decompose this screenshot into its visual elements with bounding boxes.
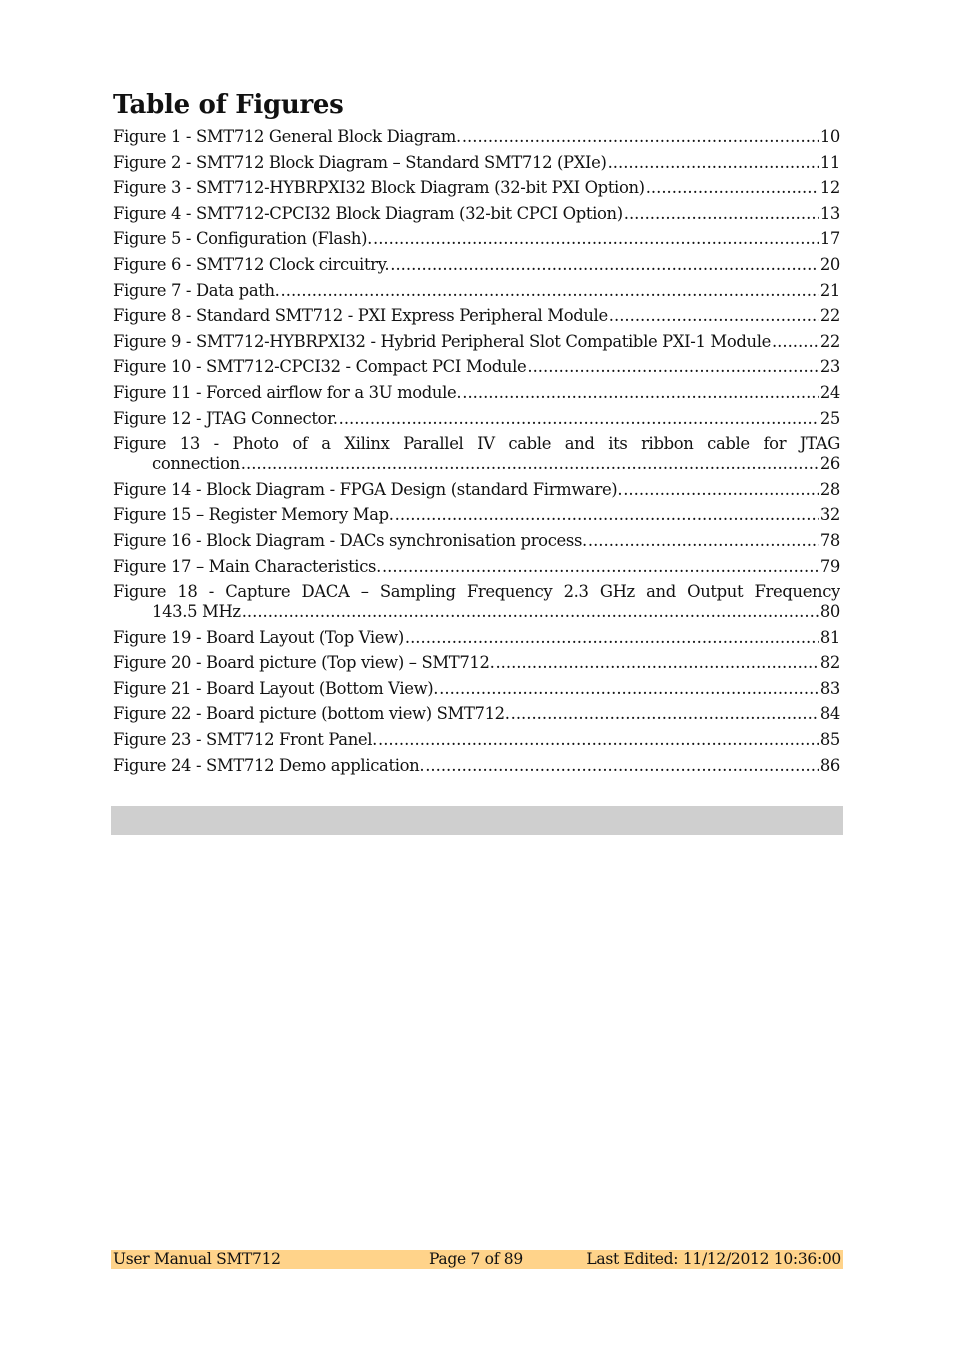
dot-leader (624, 201, 819, 227)
toc-entry[interactable] (113, 303, 840, 329)
toc-entry-label-continued: connection (152, 454, 240, 474)
toc-entry-label: Figure 5 - Configuration (Flash). (113, 229, 372, 249)
toc-entry-label: Figure 17 – Main Characteristics. (113, 556, 381, 576)
dot-leader (527, 354, 818, 380)
toc-entry-page-number: 81 (819, 627, 840, 647)
toc-entry-label: Figure 14 - Block Diagram - FPGA Design (standard Firmware). (113, 479, 623, 499)
dot-leader (378, 727, 819, 753)
dot-leader (241, 454, 819, 474)
toc-entry[interactable] (113, 753, 840, 779)
toc-entry-page-number: 22 (819, 306, 840, 326)
toc-entry[interactable] (113, 175, 840, 201)
toc-entry-label: Figure 19 - Board Layout (Top View) (113, 627, 404, 647)
toc-entry-page-number: 83 (819, 678, 840, 698)
dot-leader (462, 124, 819, 150)
dot-leader (511, 701, 819, 727)
toc-entry-label: Figure 22 - Board picture (bottom view) SMT712. (113, 704, 510, 724)
dot-leader (623, 477, 819, 503)
dot-leader (646, 175, 819, 201)
toc-entry-page-number: 79 (819, 556, 840, 576)
dot-leader (588, 528, 819, 554)
toc-entry-label-continued: 143.5 MHz (152, 602, 241, 622)
toc-entry-label: Figure 18 - Capture DACA – Sampling Frequency 2.3 GHz and Output Frequency (113, 582, 840, 602)
toc-entry-page-number: 82 (819, 653, 840, 673)
page-footer (111, 1250, 843, 1269)
dot-leader (281, 278, 819, 304)
toc-entry-page-number: 12 (819, 178, 840, 198)
dot-leader (395, 502, 819, 528)
toc-entry[interactable] (113, 676, 840, 702)
toc-entry-page-number: 28 (819, 479, 840, 499)
toc-entry-label: Figure 16 - Block Diagram - DACs synchronisation process. (113, 530, 587, 550)
toc-entry-page-number: 86 (819, 755, 840, 775)
toc-entry-page-number: 17 (819, 229, 840, 249)
toc-entry[interactable] (113, 252, 840, 278)
toc-entry-label: Figure 1 - SMT712 General Block Diagram. (113, 127, 461, 146)
toc-entry-page-number: 26 (819, 454, 840, 474)
dot-leader (382, 554, 819, 580)
dot-leader (609, 303, 819, 329)
footer-last-edited: Last Edited: 11/12/2012 10:36:00 (586, 1250, 841, 1268)
toc-entry-label: Figure 2 - SMT712 Block Diagram – Standard SMT712 (PXIe) (113, 152, 607, 172)
toc-entry-label: Figure 7 - Data path. (113, 280, 280, 300)
toc-entry[interactable] (113, 650, 840, 676)
dot-leader (390, 252, 819, 278)
toc-entry[interactable] (113, 625, 840, 651)
dot-leader (339, 406, 819, 432)
toc-entry-label: Figure 23 - SMT712 Front Panel. (113, 730, 378, 750)
toc-entry-label: Figure 24 - SMT712 Demo application. (113, 755, 425, 775)
toc-entry-page-number: 13 (819, 203, 840, 223)
toc-entry[interactable] (113, 124, 840, 150)
dot-leader (495, 650, 818, 676)
footer-document-title: User Manual SMT712 (113, 1250, 281, 1268)
toc-entry-page-number: 80 (819, 602, 840, 622)
toc-entry[interactable] (113, 528, 840, 554)
toc-entry[interactable] (113, 554, 840, 580)
dot-leader (608, 150, 819, 176)
toc-entry-page-number: 85 (819, 730, 840, 750)
toc-entry-label: Figure 3 - SMT712-HYBRPXI32 Block Diagram (32-bit PXI Option) (113, 178, 645, 198)
toc-entry-page-number: 21 (819, 280, 840, 300)
footer-page-number: Page 7 of 89 (429, 1250, 523, 1268)
toc-entry-page-number: 25 (819, 408, 840, 428)
toc-entry-label: Figure 10 - SMT712-CPCI32 - Compact PCI Module (113, 357, 527, 377)
toc-entry[interactable] (113, 502, 840, 528)
toc-entry-label: Figure 8 - Standard SMT712 - PXI Express Peripheral Module (113, 306, 608, 326)
toc-entry-page-number: 24 (819, 382, 840, 402)
table-of-figures (113, 124, 840, 778)
dot-leader (405, 625, 819, 651)
toc-entry[interactable] (113, 226, 840, 252)
section-divider-bar (111, 806, 843, 835)
toc-entry[interactable] (113, 380, 840, 406)
toc-entry-label: Figure 6 - SMT712 Clock circuitry. (113, 254, 390, 274)
toc-entry-page-number: 20 (819, 254, 840, 274)
toc-entry[interactable] (113, 579, 840, 625)
toc-entry-label: Figure 9 - SMT712-HYBRPXI32 - Hybrid Peripheral Slot Compatible PXI-1 Module (113, 331, 771, 351)
toc-entry-page-number: 22 (819, 331, 840, 351)
toc-entry-label: Figure 13 - Photo of a Xilinx Parallel IV cable and its ribbon cable for JTAG (113, 434, 840, 454)
toc-entry-page-number: 32 (819, 505, 840, 525)
toc-entry[interactable] (113, 354, 840, 380)
toc-entry[interactable] (113, 727, 840, 753)
toc-entry-label: Figure 20 - Board picture (Top view) – SMT712. (113, 653, 495, 673)
toc-entry[interactable] (113, 201, 840, 227)
toc-entry[interactable] (113, 406, 840, 432)
dot-leader (772, 329, 819, 355)
page-title: Table of Figures (113, 90, 344, 120)
toc-entry-label: Figure 15 – Register Memory Map. (113, 505, 394, 525)
dot-leader (425, 753, 819, 779)
dot-leader (439, 676, 819, 702)
toc-entry-page-number: 84 (819, 704, 840, 724)
dot-leader (242, 602, 819, 622)
toc-entry[interactable] (113, 329, 840, 355)
dot-leader (373, 226, 819, 252)
dot-leader (462, 380, 819, 406)
toc-entry[interactable] (113, 431, 840, 477)
toc-entry-page-number: 78 (819, 530, 840, 550)
toc-entry[interactable] (113, 150, 840, 176)
toc-entry-page-number: 10 (819, 127, 840, 146)
toc-entry[interactable] (113, 477, 840, 503)
toc-entry-label: Figure 12 - JTAG Connector. (113, 408, 338, 428)
toc-entry[interactable] (113, 278, 840, 304)
toc-entry[interactable] (113, 701, 840, 727)
toc-entry-page-number: 23 (819, 357, 840, 377)
toc-entry-page-number: 11 (819, 152, 840, 172)
toc-entry-label: Figure 4 - SMT712-CPCI32 Block Diagram (32-bit CPCI Option) (113, 203, 623, 223)
toc-entry-label: Figure 11 - Forced airflow for a 3U module. (113, 382, 462, 402)
toc-entry-label: Figure 21 - Board Layout (Bottom View). (113, 678, 439, 698)
